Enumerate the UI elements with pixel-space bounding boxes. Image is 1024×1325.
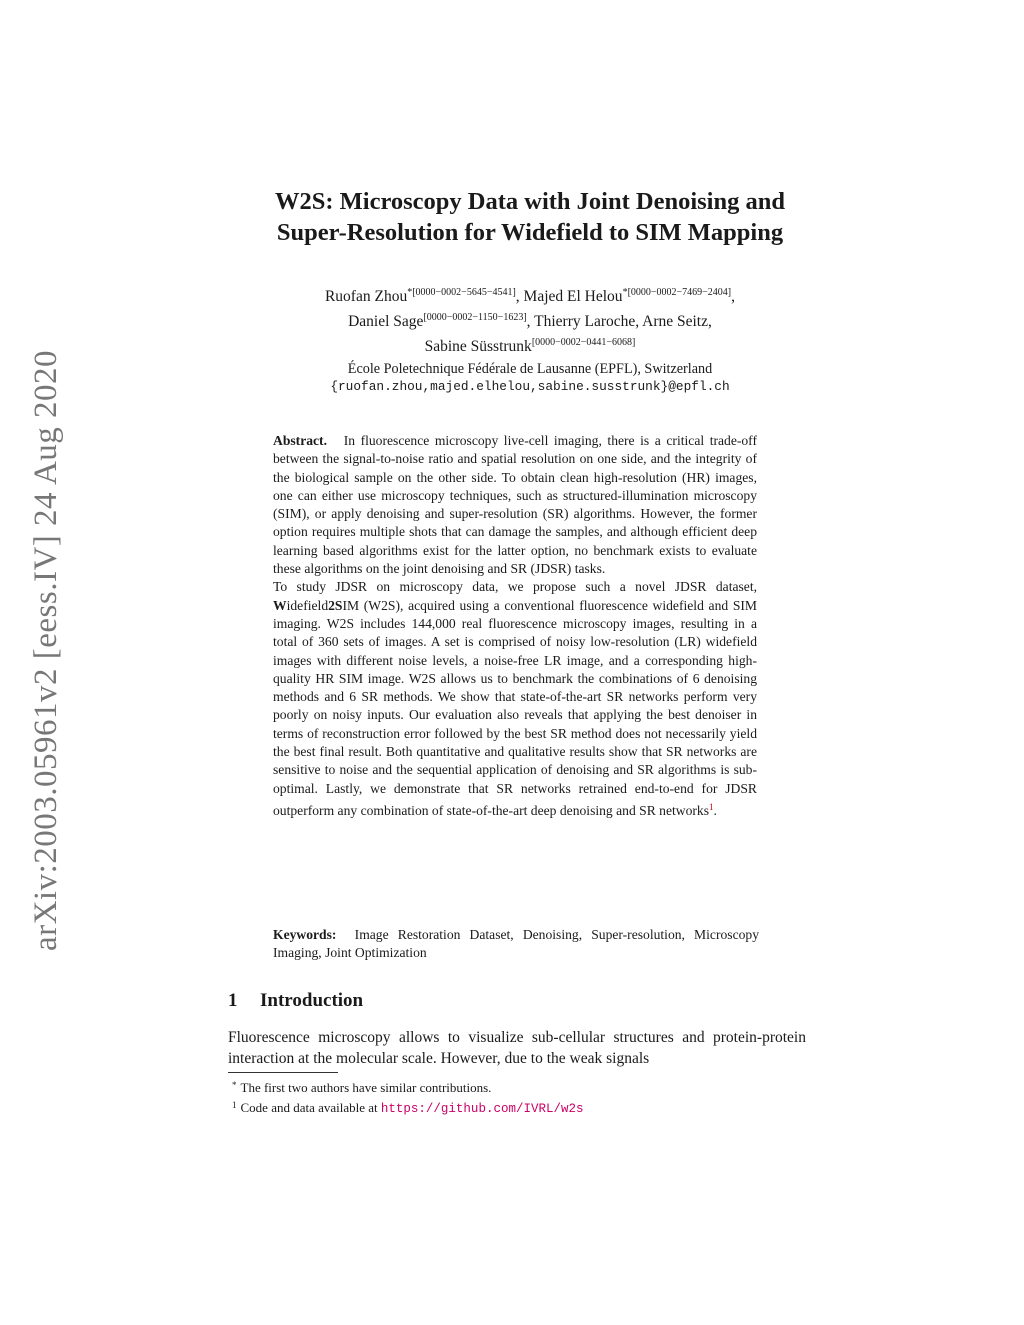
author-orcid: [0000−0002−0441−6068] <box>531 337 636 348</box>
arxiv-identifier <box>22 340 72 960</box>
title-line-2: Super-Resolution for Widefield to SIM Mapping <box>276 219 784 246</box>
footnote-mark: 1 <box>232 1099 237 1110</box>
abstract-label: Abstract. <box>273 433 327 448</box>
author-names-rest: , Thierry Laroche, Arne Seitz, <box>526 313 712 330</box>
footnote-mark: * <box>232 1080 237 1090</box>
abstract-text-2b: (W2S), acquired using a conventional fluorescence widefield and SIM imaging. W2S includes 144,000 real fluorescence microscopy images, resulting in a total of 360 sets of images. A set is comprised of noisy low-resolution (LR) widefield images with different noise levels, a noise-free LR image, and a corresponding high-quality HR SIM image. W2S allows us to benchmark the combinations of 6 denoising methods and 6 SR methods. We show that state-of-the-art SR networks perform very poorly on noisy inputs. Our evaluation also reveals that applying the best denoiser in terms of reconstruction error followed by the best SR method does not necessarily yield the best final result. Both quantitative and qualitative results show that SR networks are sensitive to noise and the sequential application of denoising and SR algorithms is sub-optimal. Lastly, we demonstrate that SR networks retrained end-to-end for JDSR outperform any combination of state-of-the-art deep denoising and SR networks <box>273 597 757 818</box>
abstract-paragraph-2 <box>273 578 757 820</box>
footnote-ref[interactable]: 1 <box>709 801 714 812</box>
author-name: Daniel Sage <box>348 313 424 330</box>
footnote-text: The first two authors have similar contributions. <box>240 1080 492 1095</box>
author-name: Sabine Süsstrunk <box>424 338 532 355</box>
author-orcid: [0000−0002−1150−1623] <box>423 312 527 323</box>
acronym-rest: IM <box>342 597 360 613</box>
abstract <box>273 432 757 820</box>
section-title: Introduction <box>260 990 364 1011</box>
author-separator: , <box>731 288 736 305</box>
abstract-paragraph-1 <box>273 432 757 578</box>
author-line-2 <box>200 307 860 332</box>
author-orcid: *[0000−0002−5645−4541] <box>407 287 516 298</box>
arxiv-identifier-text: arXiv:2003.05961v2 [eess.IV] 24 Aug 2020 <box>28 349 65 951</box>
author-line-3 <box>200 332 860 357</box>
footnote-2 <box>232 1097 806 1119</box>
author-name: Ruofan Zhou <box>324 288 408 305</box>
footnote-text: Code and data available at <box>240 1099 381 1115</box>
github-link[interactable]: https://github.com/IVRL/w2s <box>380 1101 584 1116</box>
keywords-text: Image Restoration Dataset, Denoising, Super-resolution, Microscopy Imaging, Joint Optimization <box>273 927 759 961</box>
body-paragraph: Fluorescence microscopy allows to visualize sub-cellular structures and protein-protein interaction at the molecular scale. However, due to the weak signals <box>228 1029 806 1067</box>
affiliation <box>200 360 860 396</box>
acronym-rest: idefield <box>286 597 329 613</box>
introduction-text <box>228 1028 806 1069</box>
footnotes <box>232 1077 806 1118</box>
institution: École Poletechnique Fédérale de Lausanne (EPFL), Switzerland <box>347 361 713 377</box>
abstract-text-1: In fluorescence microscopy live-cell imaging, there is a critical trade-off between the signal-to-noise ratio and spatial resolution on one side, and the integrity of the biological sample on the other side. To obtain clean high-resolution (HR) images, one can either use microscopy techniques, such as structured-illumination microscopy (SIM), or apply denoising and super-resolution (SR) algorithms. However, the former option requires multiple shots that can damage the samples, and although efficient deep learning based algorithms exist for the latter option, no benchmark exists to evaluate these algorithms on the joint denoising and SR (JDSR) tasks. <box>273 433 757 577</box>
author-line-1 <box>200 282 860 307</box>
footnote-divider <box>228 1072 338 1073</box>
paper-title <box>200 186 860 248</box>
footnote-1 <box>232 1077 806 1097</box>
author-list <box>200 282 860 357</box>
author-orcid: *[0000−0002−7469−2404] <box>622 287 732 298</box>
keywords-label: Keywords: <box>273 927 337 942</box>
author-emails: {ruofan.zhou,majed.elhelou,sabine.susstrunk}@epfl.ch <box>330 379 730 394</box>
author-name: , Majed El Helou <box>515 288 623 305</box>
title-line-1: W2S: Microscopy Data with Joint Denoising and <box>274 188 785 215</box>
section-number: 1 <box>228 990 238 1011</box>
section-heading <box>228 990 363 1012</box>
abstract-end: . <box>713 802 717 818</box>
acronym-letter: 2S <box>328 597 343 613</box>
keywords <box>273 926 759 963</box>
acronym-letter: W <box>273 597 287 613</box>
abstract-text-2a: To study JDSR on microscopy data, we propose such a novel JDSR dataset, <box>273 579 757 595</box>
